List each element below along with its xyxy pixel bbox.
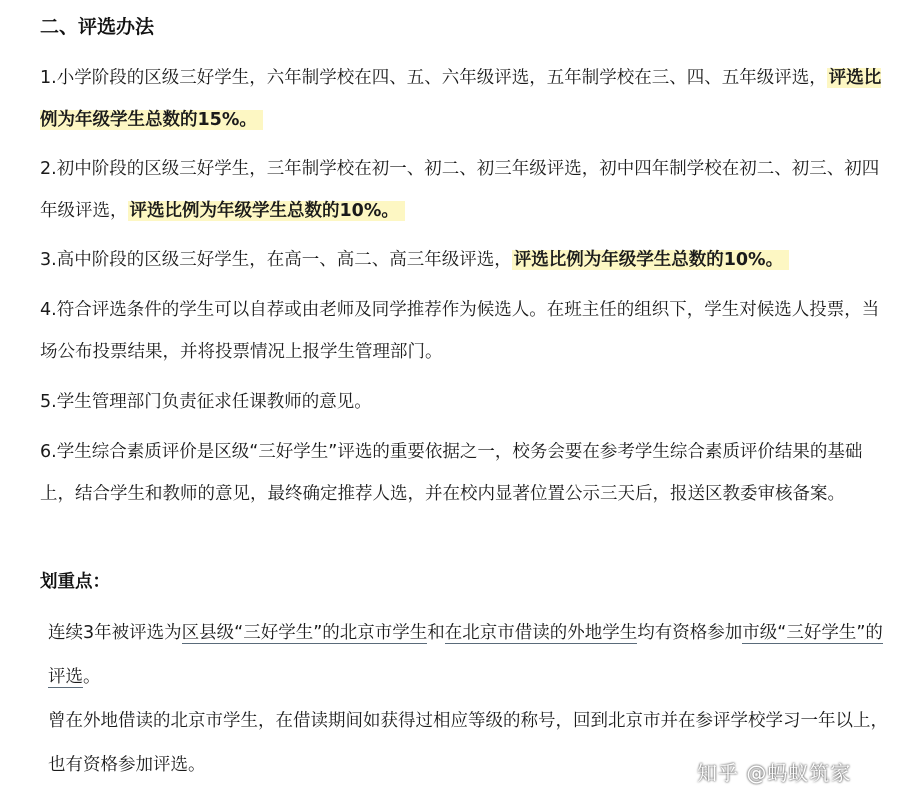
paragraph-1 [40, 57, 890, 141]
key-point-text: 连续3年被评选为 [48, 623, 182, 643]
paragraph-5: 5.学生管理部门负责征求任课教师的意见。 [40, 392, 372, 412]
highlighted-text: 评选比例为年级学生总数的10%。 [128, 201, 405, 221]
key-point-text: 均有资格参加 [637, 623, 743, 643]
paragraph-text: 1.小学阶段的区级三好学生，六年制学校在四、五、六年级评选，五年制学校在三、四、五年级评选， [40, 68, 827, 88]
watermark: 知乎 @蚂蚁筑家 [697, 761, 852, 785]
key-point-text: 。 [83, 667, 101, 687]
key-point-1 [40, 611, 899, 699]
underlined-text: 市级“三好学生”的评选 [48, 623, 883, 687]
paragraph-text: 2.初中阶段的区级三好学生，三年制学校在初一、初二、初三年级评选，初中四年制学校在初二、初三、初四年级评选， [40, 159, 880, 221]
highlighted-text: 评选比例为年级学生总数的15%。 [40, 68, 882, 130]
paragraph-2 [40, 148, 890, 232]
paragraph-3 [40, 239, 890, 281]
paragraph-4: 4.符合评选条件的学生可以自荐或由老师及同学推荐作为候选人。在班主任的组织下，学生对候选人投票，当场公布投票结果，并将投票情况上报学生管理部门。 [40, 300, 880, 362]
key-point-2: 曾在外地借读的北京市学生，在借读期间如获得过相应等级的称号，回到北京市并在参评学校学习一年以上，也有资格参加评选。 [48, 711, 888, 775]
underlined-text: 区县级“三好学生”的北京市学生 [181, 623, 428, 643]
highlighted-text: 评选比例为年级学生总数的10%。 [512, 250, 789, 270]
paragraph-6: 6.学生综合素质评价是区级“三好学生”评选的重要依据之一，校务会要在参考学生综合素质评价结果的基础上，结合学生和教师的意见，最终确定推荐人选，并在校内显著位置公示三天后，报送区教委审核备案。 [40, 442, 863, 504]
key-points-title: 划重点： [40, 572, 110, 592]
paragraph-text: 3.高中阶段的区级三好学生，在高一、高二、高三年级评选， [40, 250, 512, 270]
section-heading: 二、评选办法 [40, 16, 155, 38]
key-point-text: 和 [427, 623, 445, 643]
underlined-text: 在北京市借读的外地学生 [444, 623, 638, 643]
